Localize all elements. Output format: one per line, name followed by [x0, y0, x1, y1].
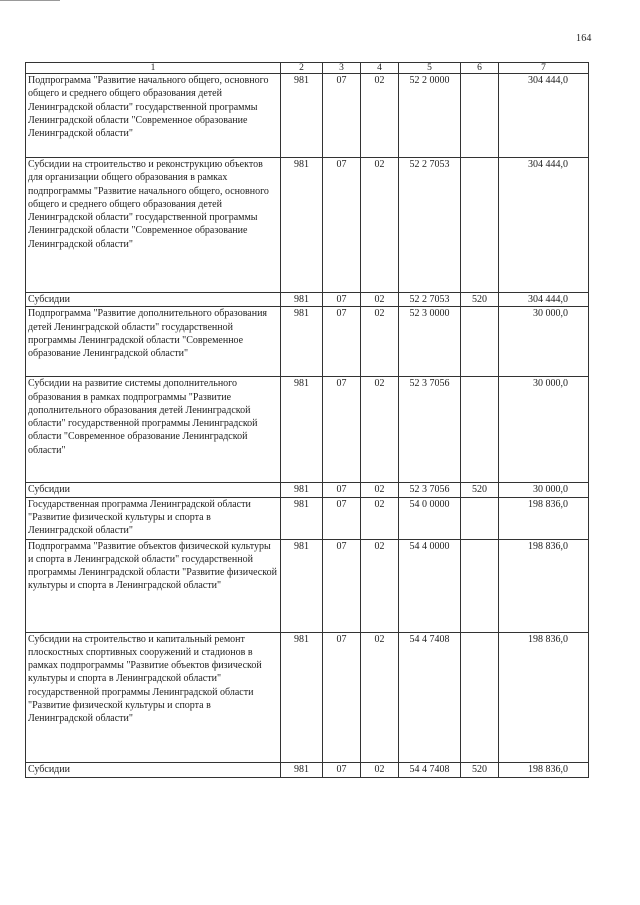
- row-ministry-code: 981: [281, 377, 323, 483]
- row-ministry-code: 981: [281, 762, 323, 777]
- budget-table: [25, 62, 589, 778]
- row-ministry-code: 981: [281, 483, 323, 497]
- page-number: 164: [576, 33, 592, 44]
- row-subsection: 02: [361, 497, 399, 539]
- table-row: [26, 377, 589, 483]
- row-ministry-code: 981: [281, 293, 323, 307]
- row-section: 07: [323, 307, 361, 377]
- row-expense-type: [461, 632, 499, 762]
- row-target-article: 52 3 7056: [399, 377, 461, 483]
- row-amount: 30 000,0: [499, 483, 589, 497]
- row-expense-type: 520: [461, 762, 499, 777]
- row-name: Подпрограмма "Развитие объектов физической культуры и спорта в Ленинградской области" государственной программы Ленинградской области "Развитие физической культуры и спорта в Ленинградской области": [26, 539, 281, 632]
- row-subsection: 02: [361, 483, 399, 497]
- row-amount: 304 444,0: [499, 74, 589, 158]
- table-row: [26, 483, 589, 497]
- row-name: Подпрограмма "Развитие дополнительного образования детей Ленинградской области" государственной программы Ленинградской области "Современное образование Ленинградской области": [26, 307, 281, 377]
- row-subsection: 02: [361, 539, 399, 632]
- column-header-1: 1: [26, 63, 281, 74]
- row-subsection: 02: [361, 377, 399, 483]
- row-section: 07: [323, 377, 361, 483]
- row-target-article: 52 2 7053: [399, 158, 461, 293]
- row-subsection: 02: [361, 74, 399, 158]
- row-expense-type: 520: [461, 483, 499, 497]
- row-section: 07: [323, 632, 361, 762]
- row-subsection: 02: [361, 632, 399, 762]
- row-target-article: 52 3 7056: [399, 483, 461, 497]
- row-amount: 198 836,0: [499, 539, 589, 632]
- column-header-2: 2: [281, 63, 323, 74]
- row-ministry-code: 981: [281, 632, 323, 762]
- scan-corner-mark: [0, 0, 60, 1]
- row-name: Государственная программа Ленинградской области "Развитие физической культуры и спорта в Ленинградской области": [26, 497, 281, 539]
- table-row: [26, 158, 589, 293]
- row-amount: 30 000,0: [499, 377, 589, 483]
- row-amount: 198 836,0: [499, 632, 589, 762]
- row-expense-type: [461, 377, 499, 483]
- row-name: Субсидии: [26, 483, 281, 497]
- row-subsection: 02: [361, 293, 399, 307]
- table-row: [26, 497, 589, 539]
- row-section: 07: [323, 539, 361, 632]
- row-name: Субсидии на строительство и капитальный ремонт плоскостных спортивных сооружений и стадионов в рамках подпрограммы "Развитие объектов физической культуры и спорта в Ленинградской области" государственной программы Ленинградской области "Развитие физической культуры и спорта в Ленинградской области": [26, 632, 281, 762]
- table-row: [26, 307, 589, 377]
- table-row: [26, 762, 589, 777]
- row-name: Субсидии на строительство и реконструкцию объектов для организации общего образования в рамках подпрограммы "Развитие начального общего, основного общего и среднего общего образования детей Ленинградской области" государственной программы Ленинградской области "Современное образование Ленинградской области": [26, 158, 281, 293]
- row-ministry-code: 981: [281, 74, 323, 158]
- row-ministry-code: 981: [281, 307, 323, 377]
- row-name: Субсидии: [26, 762, 281, 777]
- row-subsection: 02: [361, 762, 399, 777]
- row-target-article: 54 4 7408: [399, 762, 461, 777]
- row-name: Подпрограмма "Развитие начального общего, основного общего и среднего общего образования детей Ленинградской области" государственной программы Ленинградской области "Современное образование Ленинградской области": [26, 74, 281, 158]
- table-row: [26, 632, 589, 762]
- row-amount: 304 444,0: [499, 293, 589, 307]
- table-row: [26, 539, 589, 632]
- table-header-row: [26, 63, 589, 74]
- row-ministry-code: 981: [281, 539, 323, 632]
- row-name: Субсидии: [26, 293, 281, 307]
- row-amount: 198 836,0: [499, 497, 589, 539]
- row-target-article: 54 4 7408: [399, 632, 461, 762]
- table-row: [26, 293, 589, 307]
- table-row: [26, 74, 589, 158]
- row-expense-type: [461, 497, 499, 539]
- row-subsection: 02: [361, 158, 399, 293]
- row-amount: 198 836,0: [499, 762, 589, 777]
- row-target-article: 52 2 7053: [399, 293, 461, 307]
- column-header-7: 7: [499, 63, 589, 74]
- row-section: 07: [323, 74, 361, 158]
- column-header-3: 3: [323, 63, 361, 74]
- column-header-4: 4: [361, 63, 399, 74]
- row-name: Субсидии на развитие системы дополнительного образования в рамках подпрограммы "Развитие дополнительного образования детей Ленинградской области" государственной программы Ленинградской области "Современное образование Ленинградской области": [26, 377, 281, 483]
- row-expense-type: [461, 158, 499, 293]
- row-target-article: 54 4 0000: [399, 539, 461, 632]
- row-expense-type: [461, 539, 499, 632]
- row-expense-type: [461, 307, 499, 377]
- row-section: 07: [323, 293, 361, 307]
- row-amount: 30 000,0: [499, 307, 589, 377]
- row-ministry-code: 981: [281, 497, 323, 539]
- row-target-article: 54 0 0000: [399, 497, 461, 539]
- row-section: 07: [323, 497, 361, 539]
- column-header-6: 6: [461, 63, 499, 74]
- row-target-article: 52 2 0000: [399, 74, 461, 158]
- row-section: 07: [323, 762, 361, 777]
- row-section: 07: [323, 483, 361, 497]
- row-target-article: 52 3 0000: [399, 307, 461, 377]
- row-expense-type: 520: [461, 293, 499, 307]
- row-subsection: 02: [361, 307, 399, 377]
- row-section: 07: [323, 158, 361, 293]
- row-amount: 304 444,0: [499, 158, 589, 293]
- column-header-5: 5: [399, 63, 461, 74]
- row-expense-type: [461, 74, 499, 158]
- row-ministry-code: 981: [281, 158, 323, 293]
